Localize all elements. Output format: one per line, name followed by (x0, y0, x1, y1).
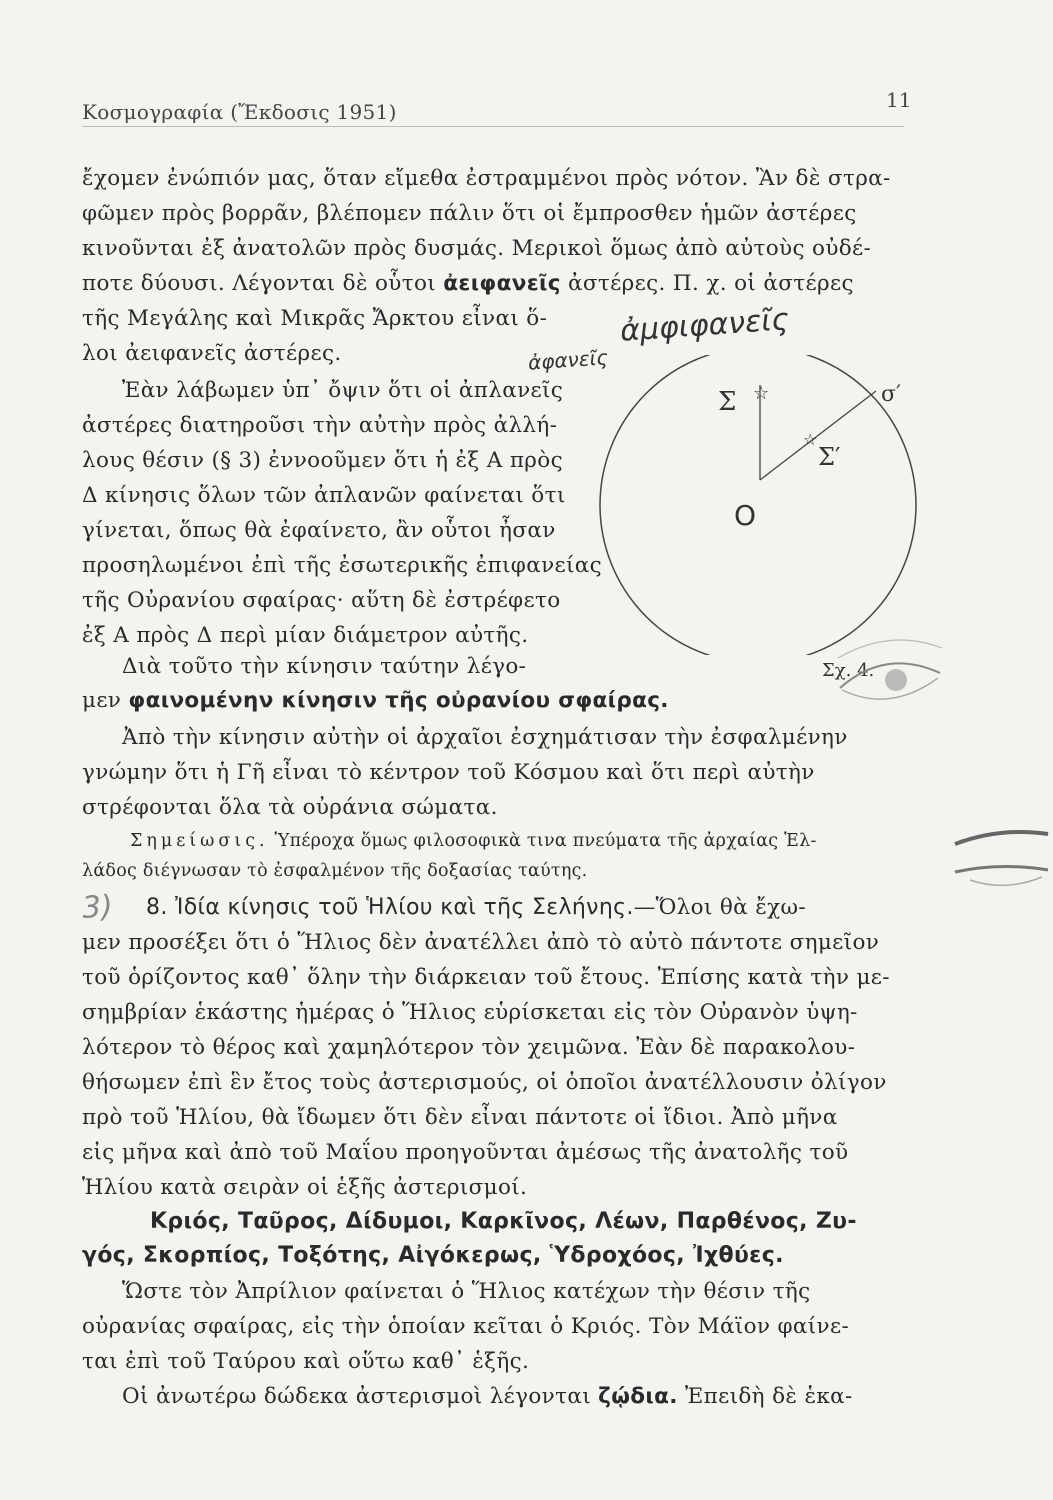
text-line: Ὥστε τὸν Ἀπρίλιον φαίνεται ὁ Ἥλιος κατέχων τὴν θέσιν τῆς (122, 1279, 811, 1304)
text-line: λότερον τὸ θέρος καὶ χαμηλότερον τὸν χειμῶνα. Ἐὰν δὲ παρακολου- (82, 1035, 856, 1060)
text-line: ἀστέρες διατηροῦσι τὴν αὐτὴν πρὸς ἀλλή- (82, 413, 558, 438)
text-line: τῆς Μεγάλης καὶ Μικρᾶς Ἄρκτου εἶναι ὅ- (82, 306, 548, 331)
celestial-sphere-figure (598, 355, 928, 655)
text-line: θήσωμεν ἐπὶ ἓν ἔτος τοὺς ἀστερισμούς, οἱ ὁποῖοι ἀνατέλλουσιν ὀλίγον (82, 1070, 887, 1095)
note-label: Σημείωσις. (130, 831, 269, 851)
zodiac-line: Κριός, Ταῦρος, Δίδυμοι, Καρκῖνος, Λέων, Παρθένος, Ζυ- (150, 1209, 857, 1234)
note-line (130, 826, 817, 856)
star-icon: ☆ (803, 430, 818, 449)
text-line: ἔχομεν ἐνώπιόν μας, ὅταν εἴμεθα ἐστραμμένοι πρὸς νότον. Ἂν δὲ στρα- (82, 166, 891, 191)
text-line: Διὰ τοῦτο τὴν κίνησιν ταύτην λέγο- (122, 654, 527, 679)
text-line: Ἡλίου κατὰ σειρὰν οἱ ἑξῆς ἀστερισμοί. (82, 1175, 528, 1200)
label-point-right: σ′ (881, 382, 902, 407)
term-apparent-motion: φαινομένην κίνησιν τῆς οὐρανίου σφαίρας. (128, 688, 669, 713)
text-line: σημβρίαν ἑκάστης ἡμέρας ὁ Ἥλιος εὑρίσκεται εἰς τὸν Οὐρανὸν ὑψη- (82, 1000, 858, 1025)
section-heading-line (146, 893, 806, 923)
text-line: εἰς μῆνα καὶ ἀπὸ τοῦ Μαΐου προηγοῦνται ἀμέσως τῆς ἀνατολῆς τοῦ (82, 1140, 849, 1165)
term-zodia: ζῴδια. (598, 1384, 678, 1409)
text-line: ἐξ Α πρὸς Δ περὶ μίαν διάμετρον αὐτῆς. (82, 623, 529, 648)
star-icon: ☆ (753, 383, 770, 404)
label-sigma-prime: Σ′ (818, 443, 841, 471)
text-line: Ἐὰν λάβωμεν ὑπ᾽ ὄψιν ὅτι οἱ ἀπλανεῖς (122, 378, 564, 403)
text-line: στρέφονται ὅλα τὰ οὐράνια σώματα. (82, 795, 498, 820)
note-text: Ὑπέροχα ὅμως φιλοσοφικὰ τινα πνεύματα τῆς ἀρχαίας Ἑλ- (274, 831, 817, 851)
text-line: λοι ἀειφανεῖς ἀστέρες. (82, 341, 342, 366)
text-line (82, 686, 669, 716)
label-center: Ο (734, 499, 757, 532)
text-line: κινοῦνται ἐξ ἀνατολῶν πρὸς δυσμάς. Μερικοὶ ὅμως ἀπὸ αὐτοὺς οὐδέ- (82, 236, 872, 261)
text-line: πρὸ τοῦ Ἡλίου, θὰ ἴδωμεν ὅτι δὲν εἶναι πάντοτε οἱ ἴδιοι. Ἀπὸ μῆνα (82, 1105, 838, 1130)
text-span: Ἐπειδὴ δὲ ἑκα- (684, 1384, 853, 1409)
handwritten-note: ἀμφιφανεῖς (618, 302, 791, 349)
text-line: τοῦ ὁρίζοντος καθ᾽ ὅλην τὴν διάρκειαν τοῦ ἔτους. Ἐπίσης κατὰ τὴν με- (82, 965, 890, 990)
note-line: λάδος διέγνωσαν τὸ ἐσφαλμένον τῆς δοξασίας ταύτης. (82, 861, 588, 881)
text-line: λους θέσιν (§ 3) ἐννοοῦμεν ὅτι ἡ ἐξ Α πρὸς (82, 448, 563, 473)
text-line: Δ κίνησις ὅλων τῶν ἀπλανῶν φαίνεται ὅτι (82, 483, 566, 508)
text-span: Οἱ ἀνωτέρω δώδεκα ἀστερισμοὶ λέγονται (122, 1384, 591, 1409)
text-line: Ἀπὸ τὴν κίνησιν αὐτὴν οἱ ἀρχαῖοι ἐσχημάτισαν τὴν ἐσφαλμένην (122, 725, 848, 750)
text-line: τῆς Οὐρανίου σφαίρας· αὕτη δὲ ἐστρέφετο (82, 588, 561, 613)
running-title: Κοσμογραφία (Ἔκδοσις 1951) (82, 100, 397, 124)
text-line: γνώμην ὅτι ἡ Γῆ εἶναι τὸ κέντρον τοῦ Κόσμου καὶ ὅτι περὶ αὐτὴν (82, 760, 815, 785)
margin-mark: 3) (80, 888, 114, 927)
text-line: οὐρανίας σφαίρας, εἰς τὴν ὁποίαν κεῖται ὁ Κριός. Τὸν Μάϊον φαίνε- (82, 1314, 850, 1339)
section-heading: 8. Ἰδία κίνησις τοῦ Ἡλίου καὶ τῆς Σελήνης. (146, 895, 634, 920)
text-line: μεν προσέξει ὅτι ὁ Ἥλιος δὲν ἀνατέλλει ἀπὸ τὸ αὐτὸ πάντοτε σημεῖον (82, 930, 880, 955)
figure-caption: Σχ. 4. (822, 660, 875, 681)
zodiac-line: γός, Σκορπίος, Τοξότης, Αἰγόκερως, Ὑδροχόος, Ἰχθύες. (82, 1243, 784, 1268)
eye-sketch (950, 822, 1050, 902)
text-span: μεν (82, 688, 122, 713)
text-line: φῶμεν πρὸς βορρᾶν, βλέπομεν πάλιν ὅτι οἱ ἔμπροσθεν ἡμῶν ἀστέρες (82, 201, 857, 226)
header-rule (82, 126, 904, 127)
text-line: προσηλωμένοι ἐπὶ τῆς ἐσωτερικῆς ἐπιφανείας (82, 553, 603, 578)
text-line: γίνεται, ὅπως θὰ ἐφαίνετο, ἂν οὗτοι ἦσαν (82, 518, 556, 543)
text-span: ποτε δύουσι. Λέγονται δὲ οὗτοι (82, 271, 437, 296)
text-span: —Ὅλοι θὰ ἔχω- (633, 895, 807, 920)
eye-sketch (830, 628, 950, 738)
handwritten-note: ἀφανεῖς (527, 345, 609, 375)
text-line (82, 269, 854, 299)
page-number: 11 (886, 88, 912, 112)
text-line: ται ἐπὶ τοῦ Ταύρου καὶ οὕτω καθ᾽ ἑξῆς. (82, 1349, 530, 1374)
label-sigma: Σ (718, 387, 737, 417)
text-line (122, 1382, 853, 1412)
text-span: ἀστέρες. Π. χ. οἱ ἀστέρες (568, 271, 854, 296)
term-aeiphaneis: ἀειφανεῖς (443, 271, 561, 296)
